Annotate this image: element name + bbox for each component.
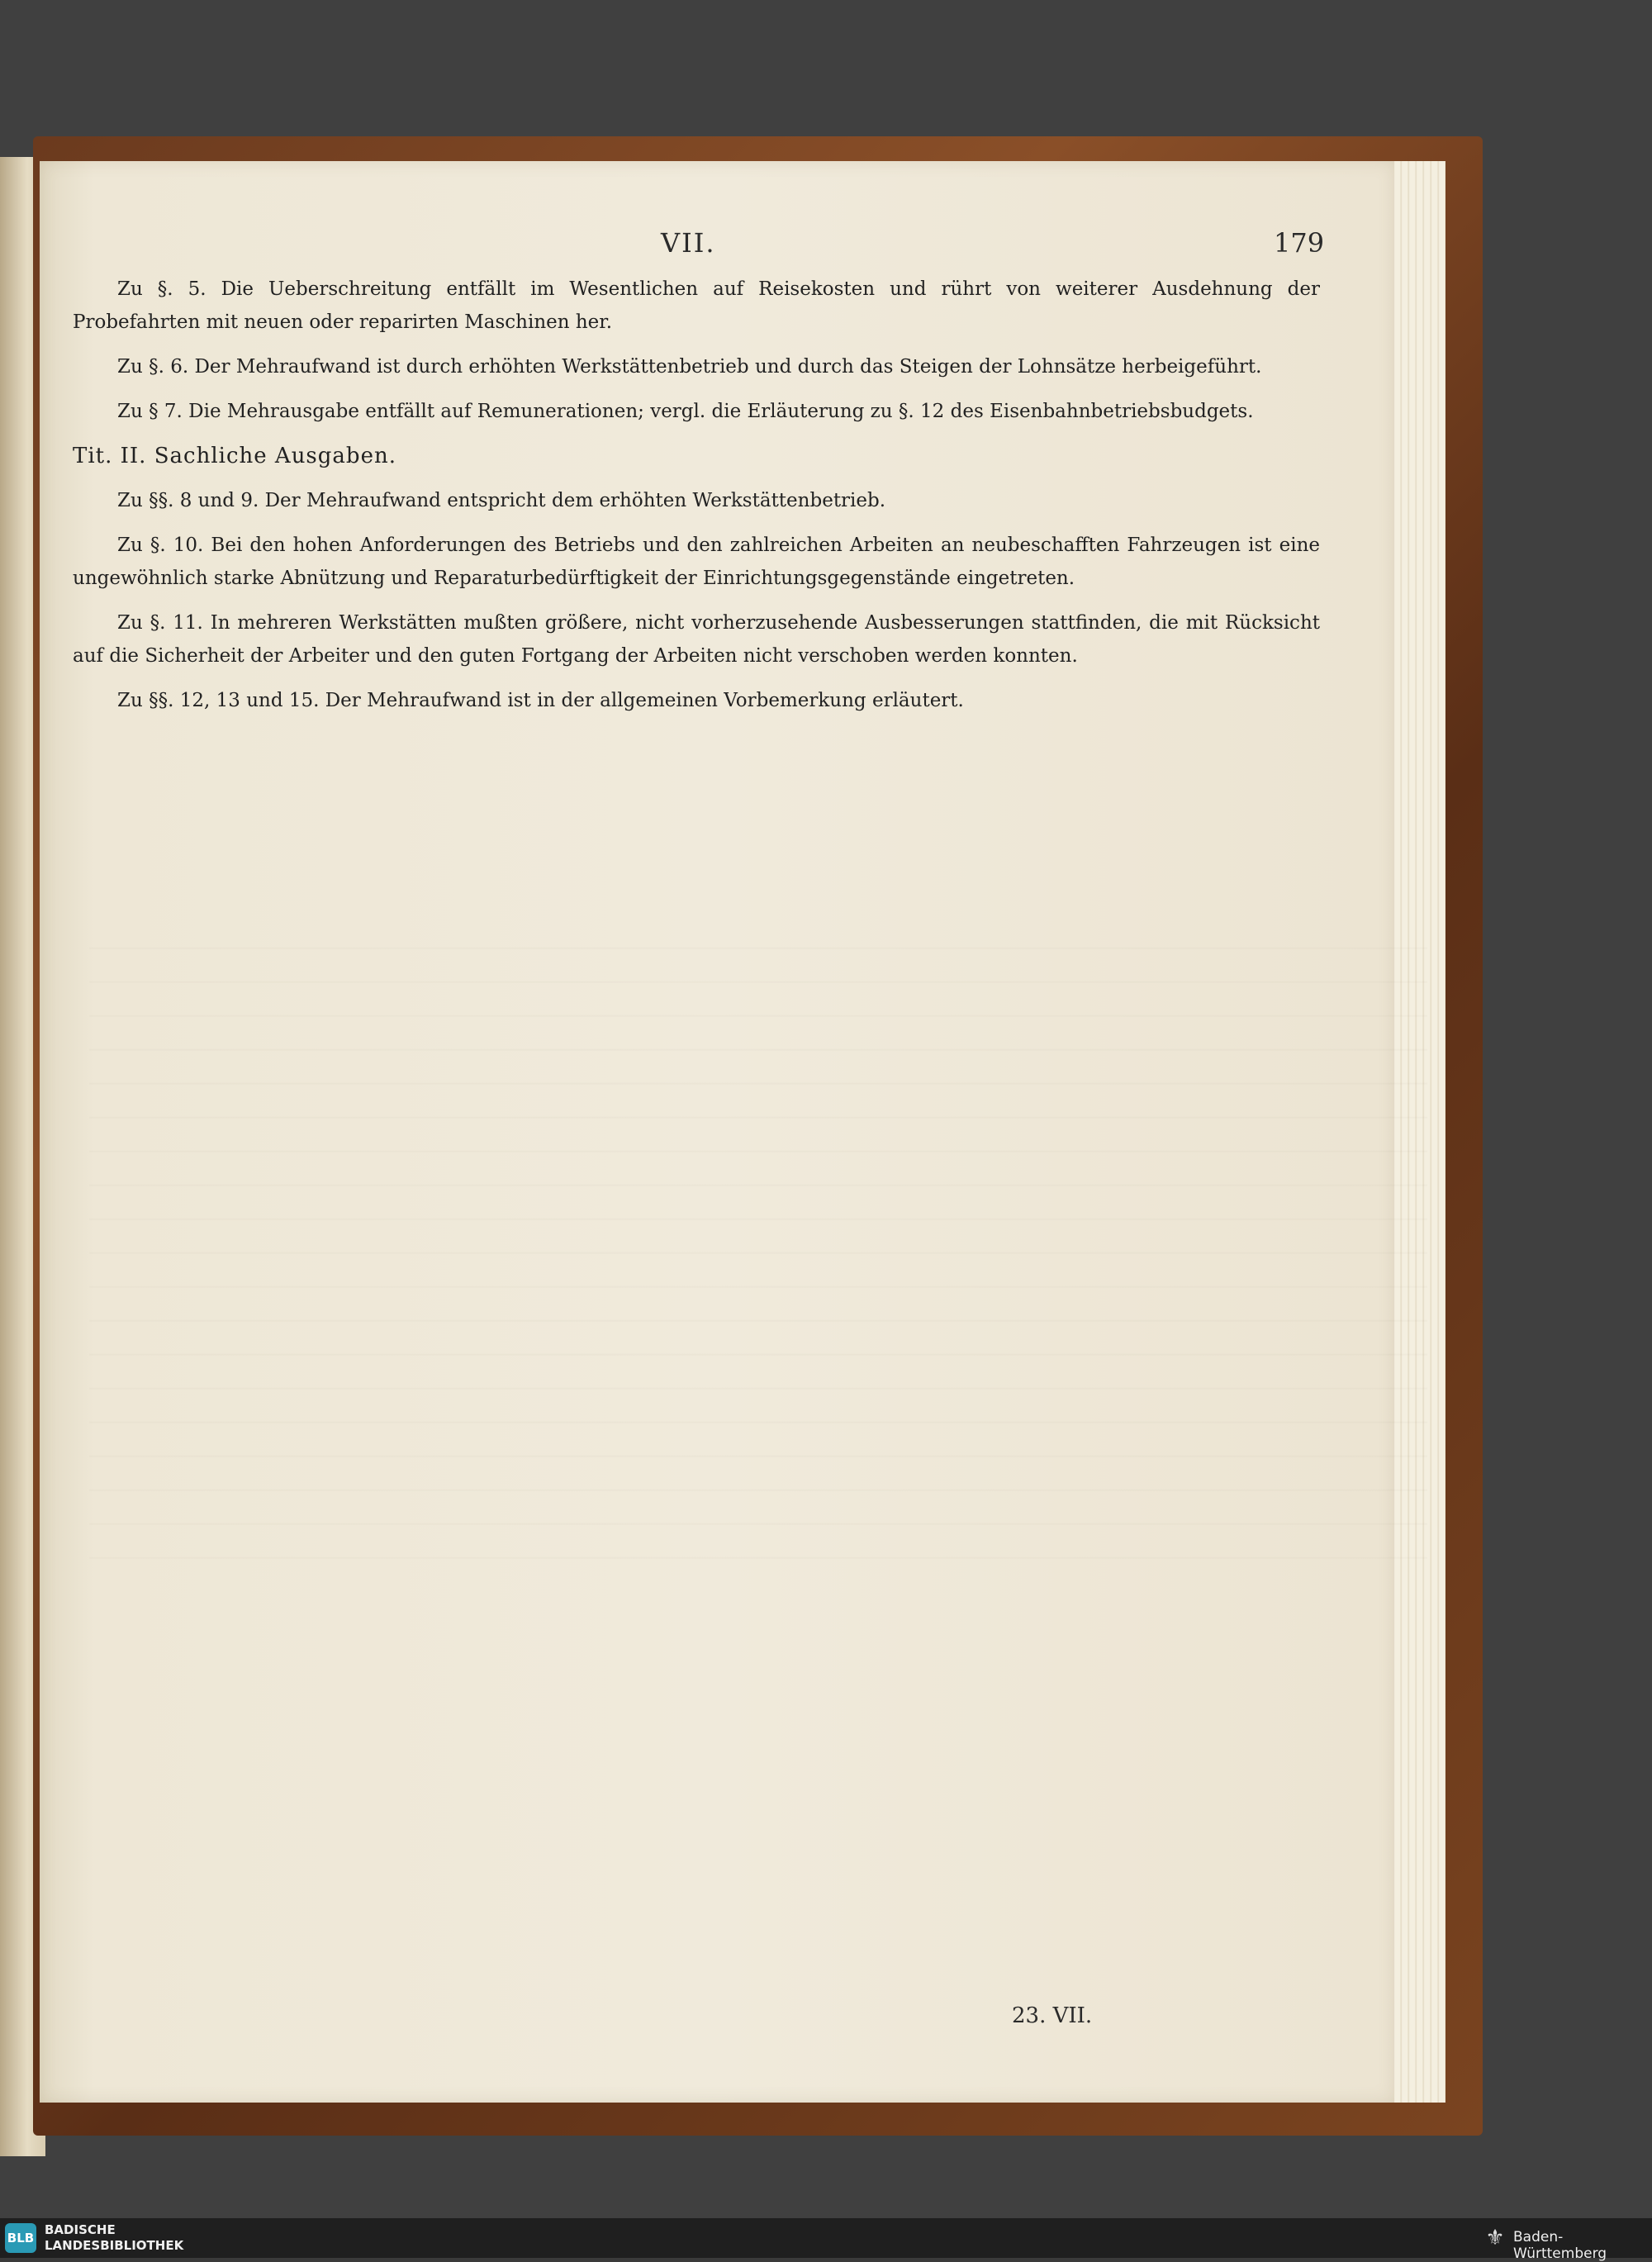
blb-logo[interactable]: BLB: [5, 2223, 36, 2253]
section-heading: Tit. II. Sachliche Ausgaben.: [73, 444, 396, 468]
paragraph: Zu §§. 8 und 9. Der Mehraufwand entspricht dem erhöhten Werkstättenbetrieb.: [117, 490, 886, 511]
body-text: [73, 273, 1320, 729]
page-number: 179: [1274, 227, 1325, 259]
paragraph: Zu §§. 12, 13 und 15. Der Mehraufwand ist in der allgemeinen Vorbemerkung erläutert.: [117, 690, 964, 711]
state-name[interactable]: Baden-Württemberg: [1513, 2229, 1607, 2262]
paragraph: Zu §. 11. In mehreren Werkstätten mußten größere, nicht vorherzusehende Ausbesserungen stattfinden, die mit Rücksicht auf die Sicherheit der Arbeiter und den guten Fortgang der Arbeiten nicht verschoben werden konnten.: [73, 612, 1320, 667]
library-name[interactable]: [45, 2222, 183, 2254]
paragraph: Zu §. 6. Der Mehraufwand ist durch erhöhten Werkstättenbetrieb und durch das Steigen der Lohnsätze herbeigeführt.: [117, 356, 1262, 378]
paragraph: Zu §. 10. Bei den hohen Anforderungen des Betriebs und den zahlreichen Arbeiten an neubeschafften Fahrzeugen ist eine ungewöhnlich starke Abnützung und Reparaturbedürftigkeit der Einrichtungsgegenstände eingetreten.: [73, 535, 1320, 589]
library-name-line1: BADISCHE: [45, 2222, 116, 2237]
section-header: VII.: [661, 227, 716, 259]
show-through-texture: [89, 929, 1427, 1590]
page-footer: 23. VII.: [1012, 2003, 1093, 2028]
paragraph: Zu §. 5. Die Ueberschreitung entfällt im Wesentlichen auf Reisekosten und rührt von weiterer Ausdehnung der Probefahrten mit neuen oder reparirten Maschinen her.: [73, 278, 1320, 333]
viewer-footer-bar: [0, 2218, 1652, 2262]
library-name-line2: LANDESBIBLIOTHEK: [45, 2238, 184, 2253]
paragraph: Zu § 7. Die Mehrausgabe entfällt auf Remunerationen; vergl. die Erläuterung zu §. 12 des Eisenbahnbetriebsbudgets.: [117, 401, 1254, 422]
bw-coat-of-arms-icon: ⚜: [1485, 2226, 1505, 2250]
